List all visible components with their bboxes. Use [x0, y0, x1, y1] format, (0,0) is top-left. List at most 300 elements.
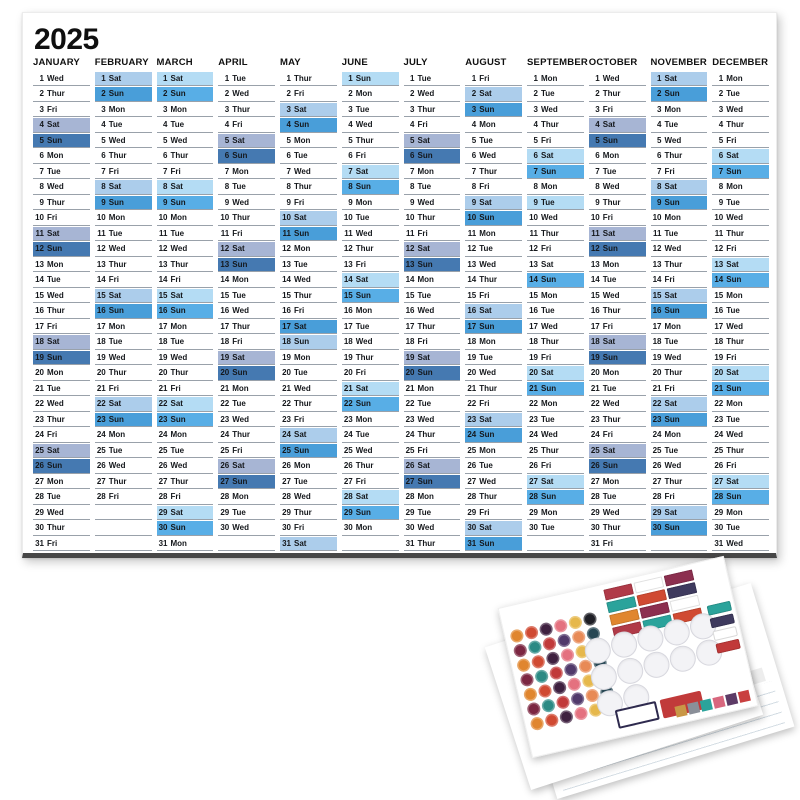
month-column-april	[218, 57, 276, 552]
day-number: 10	[282, 213, 291, 223]
month-column-september	[527, 57, 588, 552]
weekday-label: Wed	[294, 383, 311, 393]
day-cell	[404, 366, 462, 382]
day-number: 1	[101, 73, 106, 83]
day-number: 3	[348, 104, 353, 114]
weekday-label: Wed	[355, 445, 373, 455]
day-cell	[589, 288, 647, 304]
day-number: 8	[657, 182, 662, 192]
day-number: 6	[718, 151, 724, 161]
day-cell	[218, 242, 276, 258]
day-cell	[527, 226, 585, 242]
weekday-label: Tue	[726, 89, 740, 99]
day-cell	[280, 319, 338, 335]
day-cell	[95, 319, 153, 335]
day-number: 28	[282, 492, 291, 502]
weekday-label: Mon	[726, 73, 743, 83]
day-number: 14	[282, 275, 291, 285]
day-number: 10	[35, 213, 44, 223]
day-cell	[651, 443, 709, 459]
weekday-label: Tue	[664, 445, 679, 455]
day-cell	[342, 273, 400, 289]
sticker	[527, 639, 543, 655]
day-cell	[95, 242, 153, 258]
day-number: 9	[657, 197, 662, 207]
day-cell	[465, 180, 523, 196]
day-cell	[95, 180, 153, 196]
day-cell	[527, 319, 585, 335]
weekday-label: Thur	[602, 414, 621, 424]
weekday-label: Tue	[479, 244, 493, 254]
day-number: 14	[35, 275, 44, 285]
day-cell	[712, 118, 770, 134]
weekday-label: Sat	[170, 73, 183, 83]
day-cell	[712, 102, 770, 118]
day-cell	[95, 288, 153, 304]
weekday-label: Thur	[355, 244, 374, 254]
day-cell	[465, 164, 523, 180]
weekday-label: Tue	[479, 352, 493, 362]
day-number: 3	[39, 104, 44, 114]
day-cell	[527, 133, 585, 149]
weekday-label: Fri	[479, 290, 490, 300]
blank-circle-sticker	[609, 629, 640, 660]
day-number: 8	[595, 182, 600, 192]
weekday-label: Sun	[479, 538, 495, 548]
day-number: 20	[282, 368, 291, 378]
weekday-label: Sat	[479, 306, 492, 316]
day-number: 22	[714, 399, 724, 409]
day-cell	[465, 273, 523, 289]
day-number: 23	[714, 414, 724, 424]
weekday-label: Sun	[664, 414, 680, 424]
day-number: 15	[529, 290, 538, 300]
day-cell	[589, 319, 647, 335]
day-number: 16	[590, 306, 600, 316]
sticker	[541, 698, 557, 714]
weekday-label: Wed	[232, 414, 249, 424]
day-number: 16	[343, 306, 353, 316]
day-cell	[712, 521, 770, 537]
day-number: 5	[471, 135, 477, 145]
day-number: 9	[410, 197, 415, 207]
day-number: 29	[282, 507, 291, 517]
weekday-label: Tue	[108, 445, 123, 455]
day-cell	[589, 71, 647, 87]
day-cell	[589, 366, 647, 382]
day-number: 6	[348, 151, 353, 161]
day-number: 22	[590, 399, 600, 409]
weekday-label: Tue	[664, 337, 679, 347]
day-cell	[33, 71, 91, 87]
day-number: 1	[595, 73, 600, 83]
blank-circle-sticker	[635, 623, 666, 654]
weekday-label: Fri	[541, 461, 552, 471]
day-number: 10	[220, 213, 230, 223]
weekday-label: Thur	[664, 151, 683, 161]
day-number: 19	[220, 352, 230, 362]
day-cell	[589, 335, 647, 351]
weekday-label: Tue	[232, 290, 246, 300]
weekday-label: Sun	[170, 414, 186, 424]
day-cell	[95, 350, 153, 366]
sticker	[519, 672, 535, 688]
day-number: 5	[286, 135, 291, 145]
day-number: 30	[405, 523, 415, 533]
day-cell	[651, 102, 709, 118]
day-number: 22	[529, 399, 538, 409]
day-cell	[712, 195, 770, 211]
day-cell	[712, 428, 770, 444]
day-cell	[218, 521, 276, 537]
weekday-label: Thur	[355, 461, 374, 471]
day-cell	[33, 536, 91, 552]
day-number: 7	[718, 166, 724, 176]
day-cell	[33, 257, 91, 273]
day-number: 12	[714, 244, 724, 254]
day-number: 6	[657, 151, 662, 161]
weekday-label: Wed	[602, 73, 620, 83]
day-number: 17	[158, 321, 168, 331]
day-cell	[95, 366, 153, 382]
day-number: 11	[35, 228, 44, 238]
weekday-label: Wed	[602, 507, 620, 517]
day-cell	[465, 102, 523, 118]
day-number: 25	[343, 445, 353, 455]
day-cell	[95, 428, 153, 444]
weekday-label: Wed	[170, 461, 188, 471]
weekday-label: Mon	[47, 259, 64, 269]
weekday-label: Sun	[294, 337, 310, 347]
weekday-label: Mon	[726, 290, 743, 300]
weekday-label: Fri	[232, 120, 243, 130]
weekday-label: Tue	[541, 414, 555, 424]
day-cell	[404, 521, 462, 537]
weekday-label: Thur	[726, 445, 745, 455]
day-cell	[342, 195, 400, 211]
day-number: 13	[714, 259, 724, 269]
day-cell	[404, 226, 462, 242]
day-cell	[465, 428, 523, 444]
weekday-label: Sat	[479, 414, 492, 424]
day-number: 14	[158, 275, 168, 285]
day-number: 25	[714, 445, 724, 455]
day-number: 27	[343, 476, 353, 486]
weekday-label: Sun	[479, 104, 495, 114]
weekday-label: Fri	[47, 213, 58, 223]
day-cell	[527, 288, 585, 304]
day-cell	[651, 397, 709, 413]
day-cell	[342, 242, 400, 258]
day-cell	[527, 350, 585, 366]
weekday-label: Thur	[170, 259, 189, 269]
sticker	[555, 694, 571, 710]
sticker	[725, 693, 738, 706]
day-cell	[527, 536, 585, 552]
day-cell	[218, 474, 276, 490]
weekday-label: Thur	[541, 120, 559, 130]
day-cell	[651, 257, 709, 273]
day-number: 4	[718, 120, 724, 130]
day-cell	[157, 71, 215, 87]
weekday-label: Sun	[355, 399, 371, 409]
day-number: 3	[595, 104, 600, 114]
weekday-label: Tue	[232, 182, 246, 192]
day-cell	[95, 304, 153, 320]
day-cell	[218, 412, 276, 428]
day-number: 5	[101, 135, 106, 145]
day-cell	[712, 149, 770, 165]
day-number: 25	[529, 445, 538, 455]
weekday-label: Thur	[479, 383, 498, 393]
day-number: 1	[533, 73, 538, 83]
day-number: 5	[39, 135, 44, 145]
day-cell	[527, 87, 585, 103]
day-cell	[157, 273, 215, 289]
weekday-label: Sat	[108, 399, 122, 409]
weekday-label: Thur	[170, 476, 189, 486]
weekday-label: Mon	[232, 383, 249, 393]
weekday-label: Sun	[355, 182, 371, 192]
day-number: 10	[405, 213, 415, 223]
weekday-label: Wed	[541, 213, 558, 223]
day-number: 24	[220, 430, 230, 440]
day-cell	[280, 164, 338, 180]
day-cell	[404, 319, 462, 335]
day-cell	[280, 242, 338, 258]
weekday-label: Wed	[108, 461, 126, 471]
day-number: 15	[714, 290, 724, 300]
day-cell	[280, 304, 338, 320]
day-cell	[342, 149, 400, 165]
day-number: 22	[35, 399, 44, 409]
day-number: 9	[163, 197, 168, 207]
month-column-august	[465, 57, 523, 552]
weekday-label: Fri	[417, 445, 428, 455]
weekday-label: Sat	[294, 321, 307, 331]
day-cell	[280, 397, 338, 413]
weekday-label: Tue	[726, 197, 740, 207]
weekday-label: Wed	[479, 476, 496, 486]
weekday-label: Sun	[602, 352, 618, 362]
day-number: 10	[467, 213, 477, 223]
weekday-label: Fri	[294, 523, 305, 533]
day-cell	[404, 381, 462, 397]
day-cell	[157, 118, 215, 134]
weekday-label: Mon	[726, 507, 743, 517]
sticker	[529, 716, 545, 732]
weekday-label: Sat	[47, 445, 60, 455]
day-cell	[218, 459, 276, 475]
weekday-label: Wed	[47, 507, 64, 517]
weekday-label: Sun	[355, 507, 371, 517]
day-cell	[589, 195, 647, 211]
month-name: FEBRUARY	[94, 57, 149, 68]
weekday-label: Thur	[664, 476, 683, 486]
weekday-label: Sun	[47, 135, 63, 145]
day-number: 17	[96, 321, 106, 331]
day-cell	[404, 242, 462, 258]
day-number: 9	[533, 197, 538, 207]
day-cell	[95, 536, 153, 552]
weekday-label: Thur	[108, 368, 127, 378]
day-cell	[157, 164, 215, 180]
day-number: 27	[96, 476, 106, 486]
weekday-label: Tue	[355, 104, 370, 114]
day-number: 3	[101, 104, 106, 114]
day-cell	[218, 273, 276, 289]
day-cell	[95, 490, 153, 506]
day-cell	[157, 180, 215, 196]
day-number: 29	[714, 507, 724, 517]
weekday-label: Fri	[541, 352, 552, 362]
day-number: 30	[282, 523, 291, 533]
day-cell	[651, 366, 709, 382]
weekday-label: Fri	[602, 213, 613, 223]
day-number: 14	[529, 275, 538, 285]
day-number: 16	[652, 306, 662, 316]
day-cell	[712, 381, 770, 397]
weekday-label: Tue	[541, 197, 555, 207]
weekday-label: Wed	[294, 275, 311, 285]
weekday-label: Sun	[726, 492, 742, 502]
day-cell	[218, 133, 276, 149]
day-cell	[712, 412, 770, 428]
day-number: 14	[652, 275, 662, 285]
year-title: 2025	[34, 23, 99, 56]
weekday-label: Fri	[602, 321, 613, 331]
day-number: 21	[529, 383, 538, 393]
sticker	[553, 618, 569, 634]
blank-circle-sticker	[641, 649, 672, 680]
day-cell	[465, 319, 523, 335]
day-cell	[651, 87, 709, 103]
day-cell	[465, 242, 523, 258]
day-cell	[712, 133, 770, 149]
day-cell	[527, 273, 585, 289]
day-cell	[589, 273, 647, 289]
day-cell	[465, 87, 523, 103]
day-number: 24	[343, 430, 353, 440]
day-number: 27	[652, 476, 662, 486]
weekday-label: Thur	[417, 213, 436, 223]
weekday-label: Sat	[170, 507, 183, 517]
day-cell	[589, 474, 647, 490]
month-column-october	[589, 57, 647, 552]
weekday-label: Sat	[417, 352, 430, 362]
day-number: 10	[343, 213, 353, 223]
weekday-label: Sun	[294, 445, 310, 455]
weekday-label: Thur	[47, 523, 65, 533]
day-number: 23	[282, 414, 291, 424]
day-number: 3	[286, 104, 291, 114]
day-cell	[589, 180, 647, 196]
day-number: 26	[529, 461, 538, 471]
weekday-label: Sat	[479, 197, 492, 207]
day-number: 20	[590, 368, 600, 378]
weekday-label: Fri	[232, 337, 243, 347]
weekday-label: Wed	[170, 135, 188, 145]
day-cell	[280, 428, 338, 444]
weekday-label: Fri	[479, 182, 490, 192]
weekday-label: Sun	[108, 414, 124, 424]
sticker	[738, 690, 751, 703]
day-number: 12	[220, 244, 230, 254]
day-number: 16	[158, 306, 168, 316]
day-cell	[157, 521, 215, 537]
day-number: 26	[590, 461, 600, 471]
weekday-label: Sun	[664, 89, 680, 99]
weekday-label: Tue	[726, 414, 740, 424]
day-number: 23	[96, 414, 106, 424]
month-name: MAY	[280, 57, 301, 68]
weekday-label: Sat	[664, 399, 677, 409]
weekday-label: Wed	[47, 290, 64, 300]
day-number: 4	[224, 120, 230, 130]
blank-circle-sticker	[661, 617, 692, 648]
day-cell	[157, 459, 215, 475]
weekday-label: Mon	[602, 151, 620, 161]
day-number: 7	[471, 166, 477, 176]
weekday-label: Mon	[47, 476, 64, 486]
day-cell	[342, 319, 400, 335]
day-number: 8	[163, 182, 168, 192]
day-number: 13	[405, 259, 415, 269]
day-cell	[589, 257, 647, 273]
day-number: 14	[467, 275, 477, 285]
day-cell	[218, 257, 276, 273]
weekday-label: Mon	[417, 492, 434, 502]
day-number: 11	[714, 228, 724, 238]
day-number: 29	[343, 507, 353, 517]
day-cell	[342, 288, 400, 304]
weekday-label: Sun	[602, 461, 618, 471]
day-cell	[651, 505, 709, 521]
day-cell	[33, 490, 91, 506]
day-number: 1	[657, 73, 662, 83]
day-cell	[157, 335, 215, 351]
weekday-label: Tue	[541, 523, 555, 533]
weekday-label: Wed	[108, 135, 126, 145]
day-cell	[651, 319, 709, 335]
day-cell	[157, 211, 215, 227]
month-column-june	[342, 57, 400, 552]
day-cell	[404, 273, 462, 289]
day-number: 22	[467, 399, 477, 409]
day-number: 30	[652, 523, 662, 533]
day-number: 12	[590, 244, 600, 254]
weekday-label: Sat	[232, 461, 245, 471]
weekday-label: Mon	[541, 399, 558, 409]
weekday-label: Sat	[108, 182, 122, 192]
sticker	[537, 683, 553, 699]
day-cell	[218, 195, 276, 211]
day-cell	[651, 288, 709, 304]
day-cell	[712, 71, 770, 87]
weekday-label: Sat	[170, 399, 183, 409]
weekday-label: Fri	[417, 120, 428, 130]
day-number: 13	[35, 259, 44, 269]
day-cell	[33, 180, 91, 196]
weekday-label: Sun	[232, 368, 248, 378]
day-cell	[651, 118, 709, 134]
day-number: 27	[714, 476, 724, 486]
weekday-label: Sat	[664, 290, 677, 300]
weekday-label: Mon	[479, 337, 496, 347]
months-grid	[33, 57, 770, 552]
day-number: 12	[35, 244, 44, 254]
day-number: 27	[405, 476, 415, 486]
